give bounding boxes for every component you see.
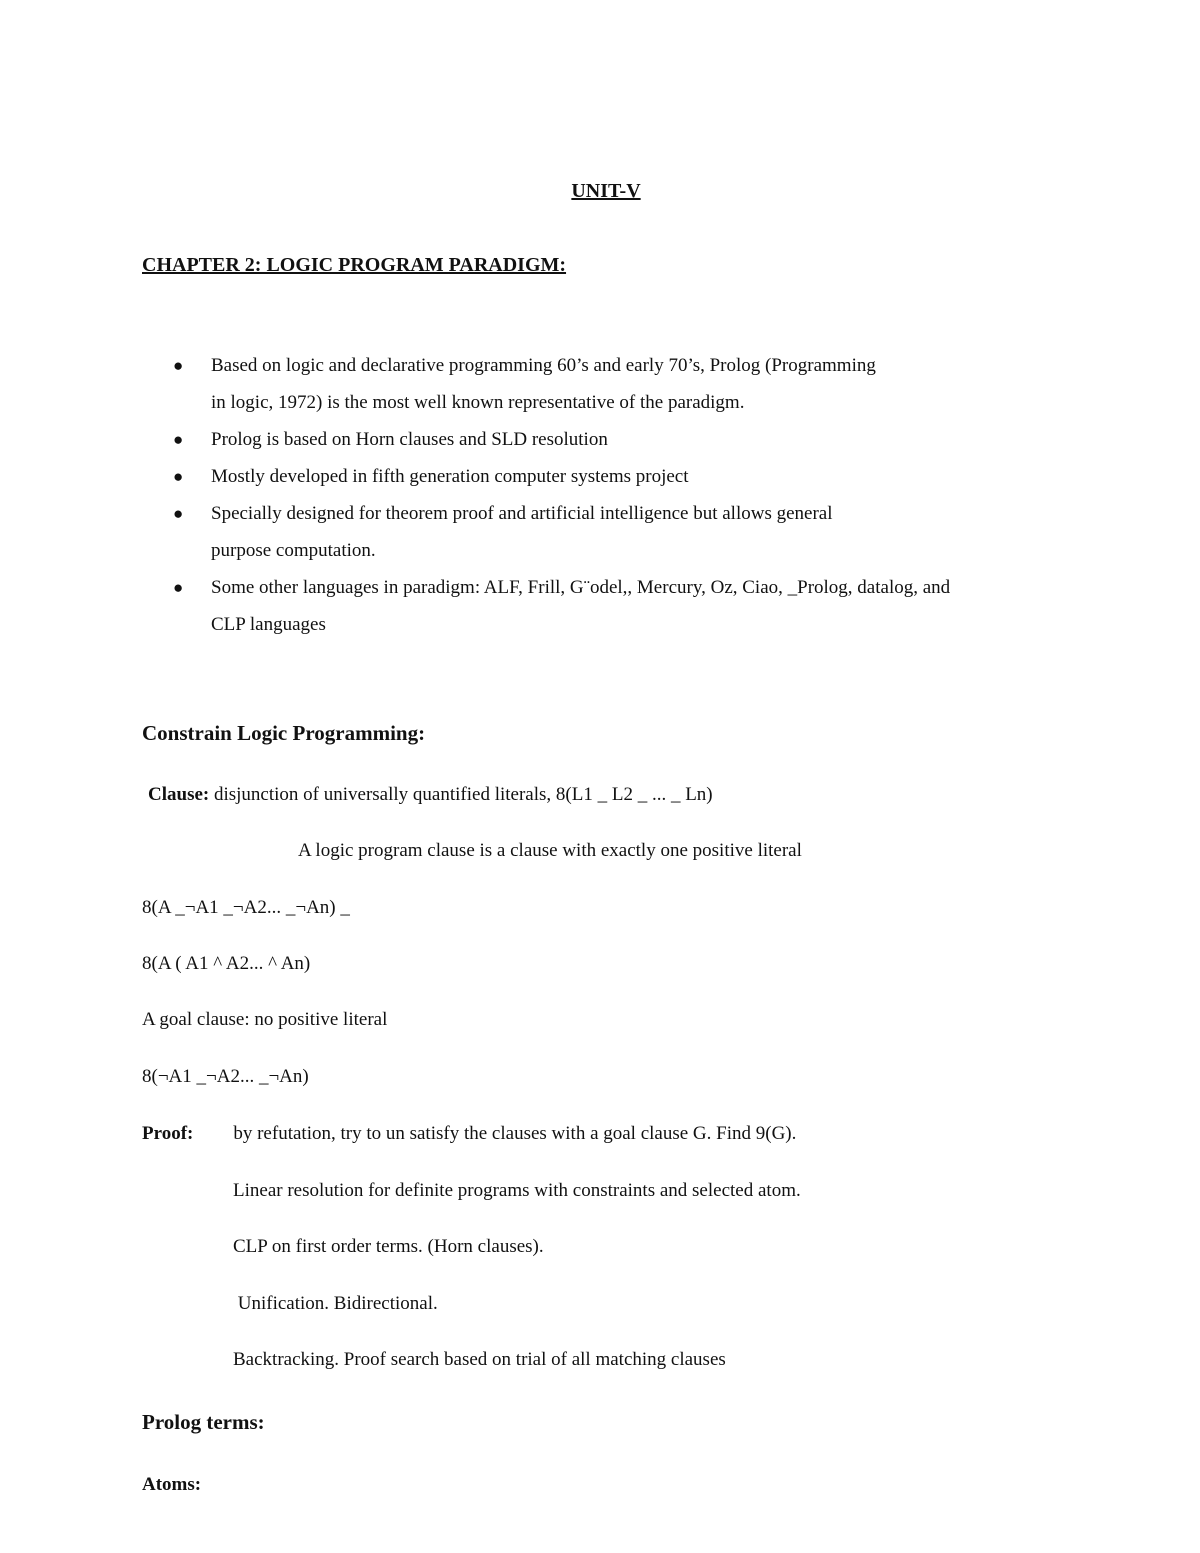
- atoms-heading: Atoms:: [142, 1474, 202, 1495]
- clause-definition: [148, 784, 713, 806]
- list-item: [165, 569, 1085, 643]
- list-item-line: Based on logic and declarative programming 60’s and early 70’s, Prolog (Programming: [211, 355, 876, 376]
- proof-text: by refutation, try to un satisfy the clauses with a goal clause G. Find 9(G).: [233, 1123, 797, 1144]
- prolog-terms-heading: Prolog terms:: [142, 1410, 265, 1434]
- list-item-line: Mostly developed in fifth generation computer systems project: [211, 466, 689, 487]
- proof-definition: [142, 1123, 796, 1145]
- bullet-icon: ●: [173, 578, 184, 597]
- list-item-line: Prolog is based on Horn clauses and SLD resolution: [211, 429, 608, 450]
- formula-2: 8(A ( A1 ^ A2... ^ An): [142, 953, 311, 974]
- list-item: [165, 347, 1085, 421]
- chapter-title: CHAPTER 2: LOGIC PROGRAM PARADIGM:: [142, 254, 567, 276]
- logic-program-clause: A logic program clause is a clause with exactly one positive literal: [298, 840, 802, 861]
- proof-label: Proof:: [142, 1123, 194, 1144]
- goal-clause: A goal clause: no positive literal: [142, 1009, 388, 1030]
- unit-title: UNIT-V: [571, 180, 641, 202]
- formula-1: 8(A _¬A1 _¬A2... _¬An) _: [142, 897, 350, 918]
- proof-line: Linear resolution for definite programs with constraints and selected atom.: [233, 1180, 801, 1201]
- bullet-icon: ●: [173, 356, 184, 375]
- proof-line: Unification. Bidirectional.: [233, 1293, 438, 1314]
- list-item: [165, 495, 1085, 569]
- proof-line: CLP on first order terms. (Horn clauses).: [233, 1236, 544, 1257]
- list-item-line: Specially designed for theorem proof and artificial intelligence but allows general: [211, 503, 833, 524]
- formula-3: 8(¬A1 _¬A2... _¬An): [142, 1066, 309, 1087]
- list-item-line: Some other languages in paradigm: ALF, Frill, G¨odel,, Mercury, Oz, Ciao, _Prolog, datalog, and: [211, 577, 951, 598]
- list-item: [165, 421, 1085, 458]
- bullet-icon: ●: [173, 467, 184, 486]
- bullet-icon: ●: [173, 504, 184, 523]
- clp-heading: Constrain Logic Programming:: [142, 721, 426, 745]
- clause-label: Clause:: [148, 784, 210, 805]
- bullet-icon: ●: [173, 430, 184, 449]
- clause-text: disjunction of universally quantified literals, 8(L1 _ L2 _ ... _ Ln): [209, 784, 713, 805]
- proof-line: Backtracking. Proof search based on trial of all matching clauses: [233, 1349, 726, 1370]
- list-item-line: CLP languages: [211, 614, 326, 635]
- bullet-list: [165, 347, 1085, 643]
- list-item: [165, 458, 1085, 495]
- list-item-line: in logic, 1972) is the most well known representative of the paradigm.: [211, 392, 745, 413]
- list-item-line: purpose computation.: [211, 540, 376, 561]
